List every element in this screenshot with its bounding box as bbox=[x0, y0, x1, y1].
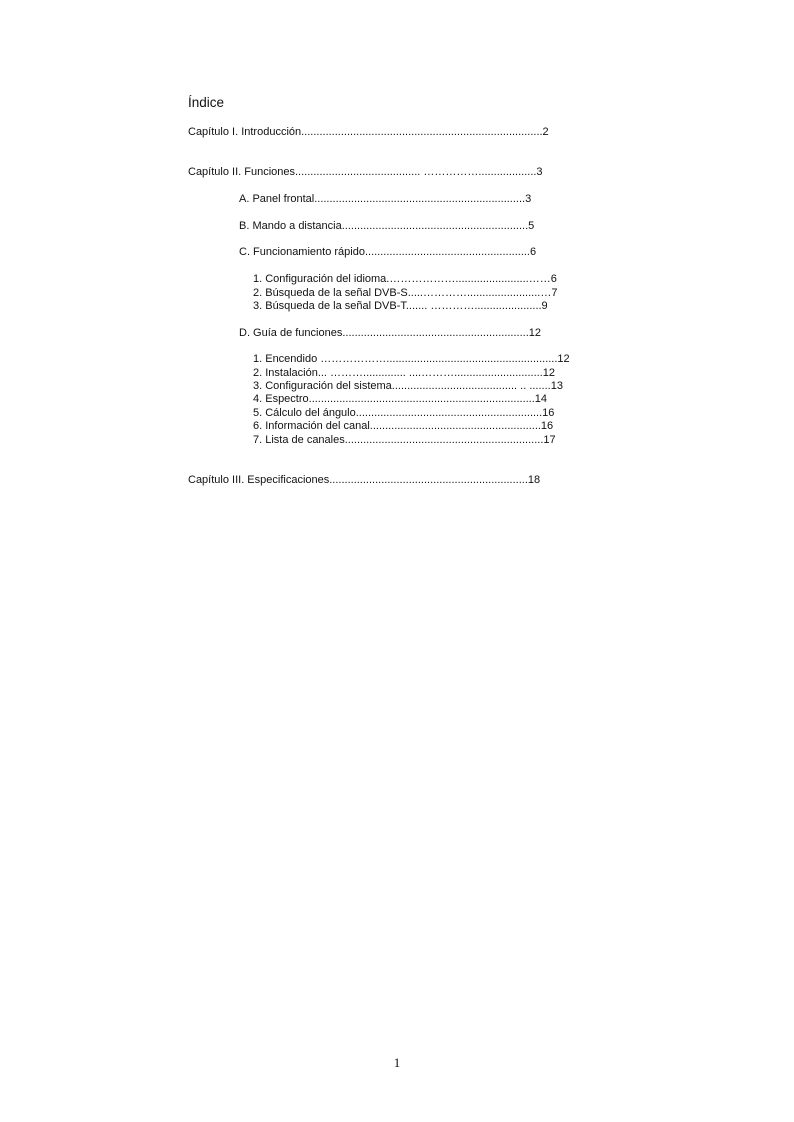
toc-entry-d-6: 6. Información del canal........................................................16 bbox=[253, 420, 554, 432]
toc-entry-c-3: 3. Búsqueda de la señal DVB-T....... …………......................9 bbox=[253, 300, 548, 312]
page-number: 1 bbox=[393, 1055, 401, 1070]
toc-entry-d-2: 2. Instalación... ……….............. ....……….............................12 bbox=[253, 367, 555, 379]
toc-entry-section-b: B. Mando a distancia.............................................................5 bbox=[239, 220, 535, 232]
toc-entry-chapter-1: Capítulo I. Introducción...............................................................................2 bbox=[188, 126, 549, 138]
toc-entry-section-a: A. Panel frontal.....................................................................3 bbox=[239, 193, 532, 205]
index-title: Índice bbox=[188, 95, 225, 110]
toc-entry-c-1: 1. Configuración del idioma.………………........................……6 bbox=[253, 273, 557, 285]
toc-entry-section-d: D. Guía de funciones.............................................................12 bbox=[239, 327, 542, 339]
toc-entry-section-c: C. Funcionamiento rápido......................................................6 bbox=[239, 246, 537, 258]
toc-entry-chapter-3: Capítulo III. Especificaciones.................................................................18 bbox=[188, 474, 541, 486]
toc-entry-d-3: 3. Configuración del sistema......................................... .. .......13 bbox=[253, 380, 563, 392]
toc-entry-d-4: 4. Espectro..........................................................................14 bbox=[253, 393, 548, 405]
toc-entry-d-1: 1. Encendido ………………........................................................12 bbox=[253, 353, 570, 365]
toc-entry-d-5: 5. Cálculo del ángulo.............................................................16 bbox=[253, 407, 555, 419]
toc-entry-c-2: 2. Búsqueda de la señal DVB-S.....…………........................…7 bbox=[253, 287, 558, 299]
toc-entry-chapter-2: Capítulo II. Funciones......................................... ……………...................3 bbox=[188, 166, 543, 178]
toc-entry-d-7: 7. Lista de canales.................................................................17 bbox=[253, 434, 556, 446]
